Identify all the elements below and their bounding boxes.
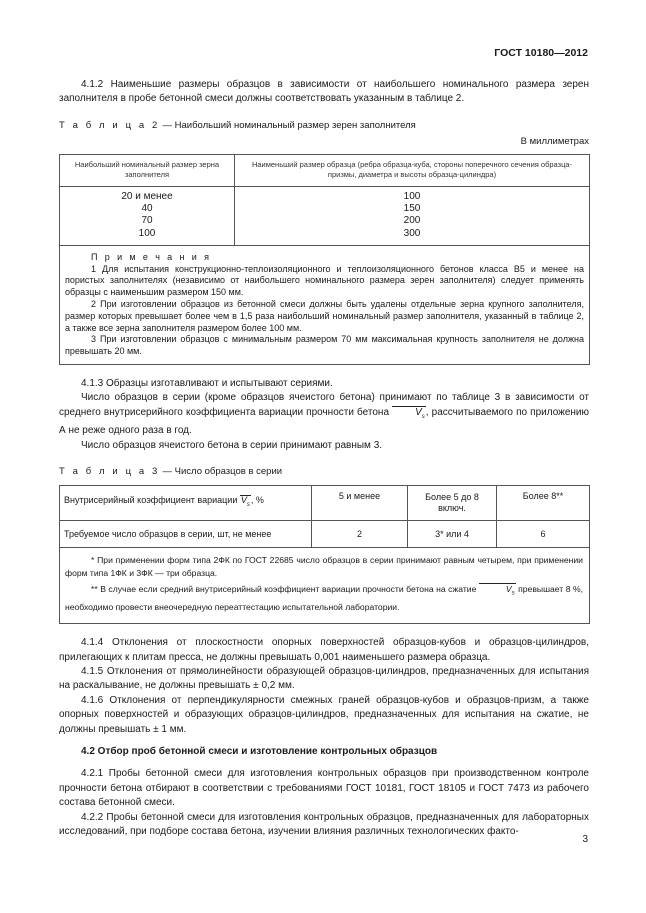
paragraph-4-1-3: 4.1.3 Образцы изготавливают и испытывают сериями. — [81, 377, 333, 389]
paragraph-4-1-3-cellular: Число образцов ячеистого бетона в серии принимают равным 3. — [81, 439, 383, 451]
table-3-row1-label — [60, 486, 312, 521]
paragraph-4-1-6: 4.1.6 Отклонения от перпендикулярности смежных граней образцов-кубов и образцов-призм, а также опорных поверхностей и образующих образцов-цилиндров, предназначенных для испытания на сжатие, не должны превышать ± 1 мм. — [59, 694, 589, 735]
paragraph-4-1-3-series — [59, 391, 589, 438]
vs-symbol-letter: V — [240, 495, 247, 506]
table-3-row2-label: Требуемое число образцов в серии, шт, не менее — [60, 521, 312, 548]
section-heading-4-2: 4.2 Отбор проб бетонной смеси и изготовление контрольных образцов — [81, 745, 438, 757]
table-2-cell: 150 — [403, 202, 421, 214]
table-2-title: — Наибольший номинальный размер зерен заполнителя — [159, 119, 416, 131]
paragraph-4-1-2: 4.1.2 Наименьшие размеры образцов в зависимости от наибольшего номинального размера зерен заполнителя в пробе бетонной смеси должны соответствовать указанным в таблице 2. — [59, 79, 589, 105]
paragraph-4-2-1: 4.2.1 Пробы бетонной смеси для изготовления контрольных образцов при производственном контроле прочности бетона отбирают в соответствии с требованиями ГОСТ 10181, ГОСТ 18105 и ГОСТ 7473 из рабочего состава бетонной смеси. — [59, 768, 589, 809]
table-3-note-2 — [65, 583, 583, 614]
table-3-row1-label-unit: , % — [250, 495, 264, 506]
table-3-row1-label-text: Внутрисерийный коэффициент вариации — [64, 495, 240, 506]
table-3-notes — [60, 548, 590, 624]
table-3-note-2-text-end: превышает 8 %, необходимо провести внеочередную переаттестацию испытательной лаборатории. — [65, 584, 583, 613]
table-2-cell: 200 — [403, 215, 421, 227]
table-2-note-1: 1 Для испытания конструкционно-теплоизоляционного и теплоизоляционного бетонов класса В5 и менее на пористых заполнителях (независимо от наибольшего номинального размера зерен заполнителя) следует применять образцы с наименьшим размером 150 мм. — [65, 263, 584, 298]
vs-symbol-subscript: s — [511, 591, 515, 598]
table-3-note-1: * При применении форм типа 2ФК по ГОСТ 22685 число образцов в серии принимают равным четырем, при применении форм типа 1ФК и 3ФК — три образца. — [65, 555, 583, 579]
page-number: 3 — [582, 834, 588, 845]
table-3-note-2-text: ** В случае если средний внутрисерийный коэффициент вариации прочности бетона на сжатие — [91, 584, 479, 595]
table-2-label: Т а б л и ц а 2 — [59, 119, 160, 131]
vs-symbol — [240, 495, 251, 511]
vs-symbol-subscript: s — [246, 502, 250, 509]
table-2-notes — [60, 245, 590, 364]
table-2-col1-values — [60, 186, 235, 245]
table-2-cell: 300 — [403, 227, 421, 239]
table-3-label: Т а б л и ц а 3 — [59, 466, 160, 478]
document-code-header: ГОСТ 10180—2012 — [494, 47, 588, 59]
table-2-unit: В миллиметрах — [520, 136, 589, 148]
paragraph-4-1-4: 4.1.4 Отклонения от плоскостности опорных поверхностей образцов-кубов и образцов-цилиндров, прилегающих к плитам пресса, не должны превышать 0,001 наименьшего размера образца. — [59, 637, 589, 663]
table-3-cell: 3* или 4 — [408, 521, 497, 548]
table-2-col1-header: Наибольший номинальный размер зерна заполнителя — [60, 154, 235, 186]
vs-symbol — [392, 406, 426, 424]
paragraph-4-2-2: 4.2.2 Пробы бетонной смеси для изготовления контрольных образцов, предназначенных для лабораторных исследований, при подборе состава бетона, изучении влияния различных технологических факто- — [59, 811, 589, 838]
table-3-cell: 5 и менее — [312, 486, 408, 521]
vs-symbol — [479, 583, 516, 601]
table-2-notes-heading: П р и м е ч а н и я — [91, 251, 212, 262]
table-3 — [59, 485, 590, 624]
document-body — [59, 78, 589, 839]
table-2-cell: 100 — [138, 227, 156, 239]
table-2-caption — [59, 119, 589, 133]
table-2 — [59, 154, 590, 365]
paragraph-4-1-3-series-text-end: , рассчитываемого по приложению А не реже одного раза в год. — [59, 406, 589, 437]
vs-symbol-letter: V — [505, 584, 512, 595]
paragraph-4-1-5: 4.1.5 Отклонения от прямолинейности образующей образцов-цилиндров, предназначенных для испытания на раскалывание, не должны превышать ± 0,2 мм. — [59, 665, 589, 692]
paragraph-4-1-3-series-text: Число образцов в серии (кроме образцов ячеистого бетона) принимают по таблице 3 в зависимости от среднего внутрисерийного коэффициента вариации прочности бетона — [59, 392, 589, 418]
table-2-cell: 70 — [141, 215, 153, 227]
table-3-title: — Число образцов в серии — [159, 466, 283, 478]
table-3-caption — [59, 465, 589, 479]
table-3-cell: 2 — [312, 521, 408, 548]
table-2-cell: 40 — [141, 202, 153, 214]
table-3-cell: 6 — [497, 521, 590, 548]
table-2-cell: 20 и менее — [121, 190, 173, 202]
table-2-cell: 100 — [403, 190, 421, 202]
table-3-cell: Более 8** — [497, 486, 590, 521]
table-2-col2-header: Наименьший размер образца (ребра образца-куба, стороны поперечного сечения образца-призмы, диаметра и высоты образца-цилиндра) — [235, 154, 590, 186]
vs-symbol-subscript: s — [421, 413, 425, 420]
vs-symbol-letter: V — [415, 406, 422, 418]
table-3-cell: Более 5 до 8 включ. — [408, 486, 497, 521]
table-2-note-3: 3 При изготовлении образцов с минимальным размером 70 мм максимальная крупность заполнителя не должна превышать 20 мм. — [65, 334, 584, 357]
table-2-col2-values — [235, 186, 590, 245]
table-2-note-2: 2 При изготовлении образцов из бетонной смеси должны быть удалены отдельные зерна крупного заполнителя, размер которых превышает более чем в 1,5 раза наибольший номинальный размер заполнителя, указанный в таблице 2, а также все зерна заполнителя размером более 100 мм. — [65, 299, 584, 333]
